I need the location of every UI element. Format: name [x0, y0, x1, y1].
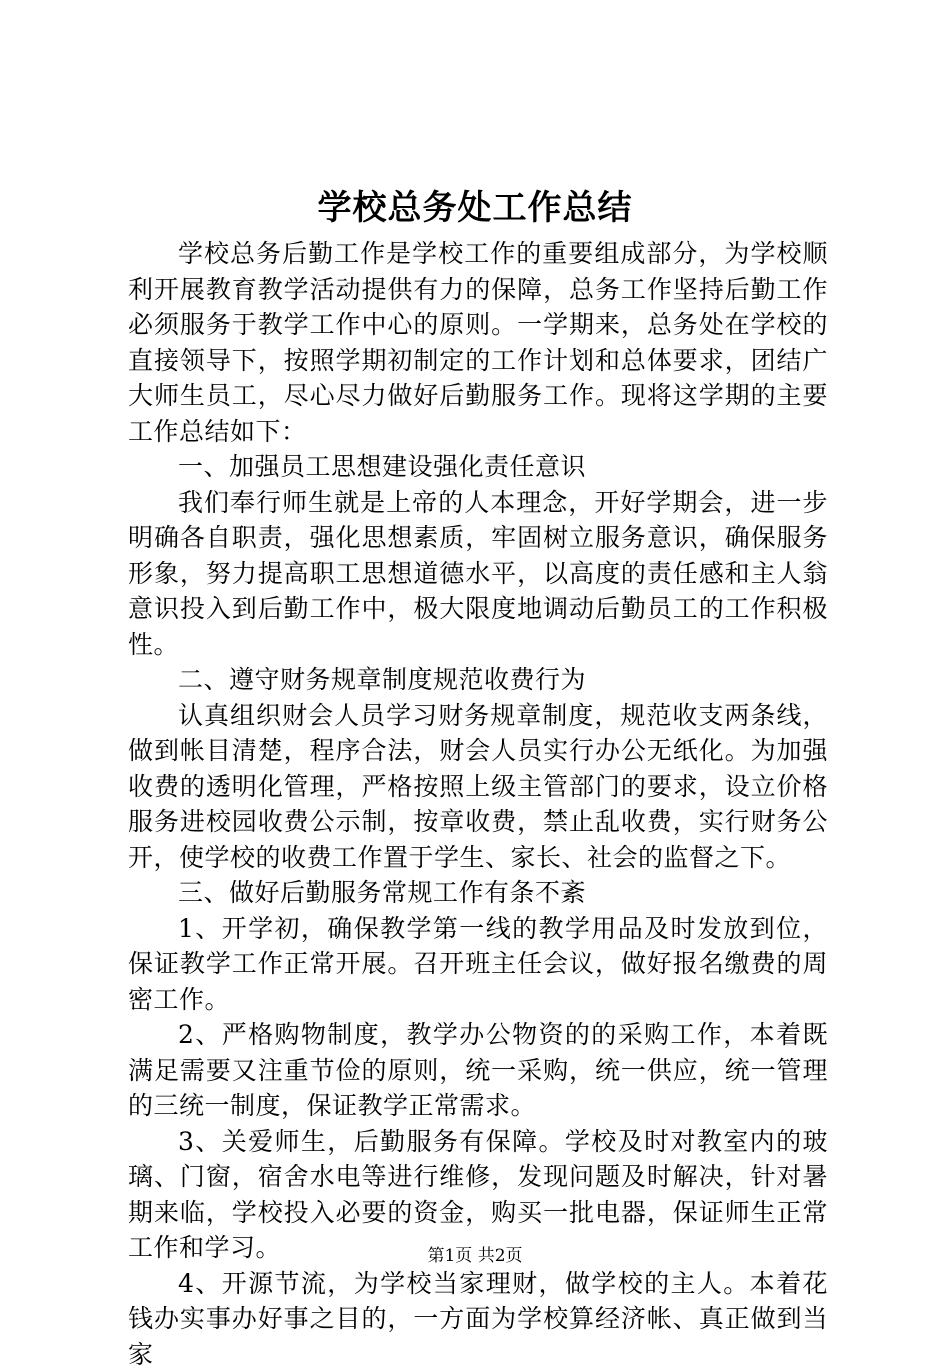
list-item-4: 4、开源节流，为学校当家理财，做学校的主人。本着花钱办实事办好事之目的，一方面为学校算经济帐、真正做到当家 — [128, 1266, 828, 1372]
list-item-3: 3、关爱师生，后勤服务有保障。学校及时对教室内的玻璃、门窗，宿舍水电等进行维修，发现问题及时解决，针对暑期来临，学校投入必要的资金，购买一批电器，保证师生正常工作和学习。 — [128, 1124, 828, 1266]
section-2-paragraph: 认真组织财会人员学习财务规章制度，规范收支两条线，做到帐目清楚，程序合法，财会人员实行办公无纸化。为加强收费的透明化管理，严格按照上级主管部门的要求，设立价格服务进校园收费公示制，按章收费，禁止乱收费，实行财务公开，使学校的收费工作置于学生、家长、社会的监督之下。 — [128, 698, 828, 876]
list-item-2: 2、严格购物制度，教学办公物资的的采购工作，本着既满足需要又注重节俭的原则，统一采购，统一供应，统一管理的三统一制度，保证教学正常需求。 — [128, 1017, 828, 1124]
page-footer: 第1页 共2页 — [0, 1244, 950, 1268]
section-heading-1: 一、加强员工思想建设强化责任意识 — [128, 449, 828, 485]
document-body — [128, 236, 828, 1372]
list-item-1: 1、开学初，确保教学第一线的教学用品及时发放到位，保证教学工作正常开展。召开班主任会议，做好报名缴费的周密工作。 — [128, 911, 828, 1018]
section-heading-3: 三、做好后勤服务常规工作有条不紊 — [128, 875, 828, 911]
intro-paragraph: 学校总务后勤工作是学校工作的重要组成部分，为学校顺利开展教育教学活动提供有力的保障，总务工作坚持后勤工作必须服务于教学工作中心的原则。一学期来，总务处在学校的直接领导下，按照学期初制定的工作计划和总体要求，团结广大师生员工，尽心尽力做好后勤服务工作。现将这学期的主要工作总结如下： — [128, 236, 828, 449]
section-heading-2: 二、遵守财务规章制度规范收费行为 — [128, 662, 828, 698]
section-1-paragraph: 我们奉行师生就是上帝的人本理念，开好学期会，进一步明确各自职责，强化思想素质，牢固树立服务意识，确保服务形象，努力提高职工思想道德水平，以高度的责任感和主人翁意识投入到后勤工作中，极大限度地调动后勤员工的工作积极性。 — [128, 485, 828, 663]
document-title: 学校总务处工作总结 — [0, 186, 950, 230]
